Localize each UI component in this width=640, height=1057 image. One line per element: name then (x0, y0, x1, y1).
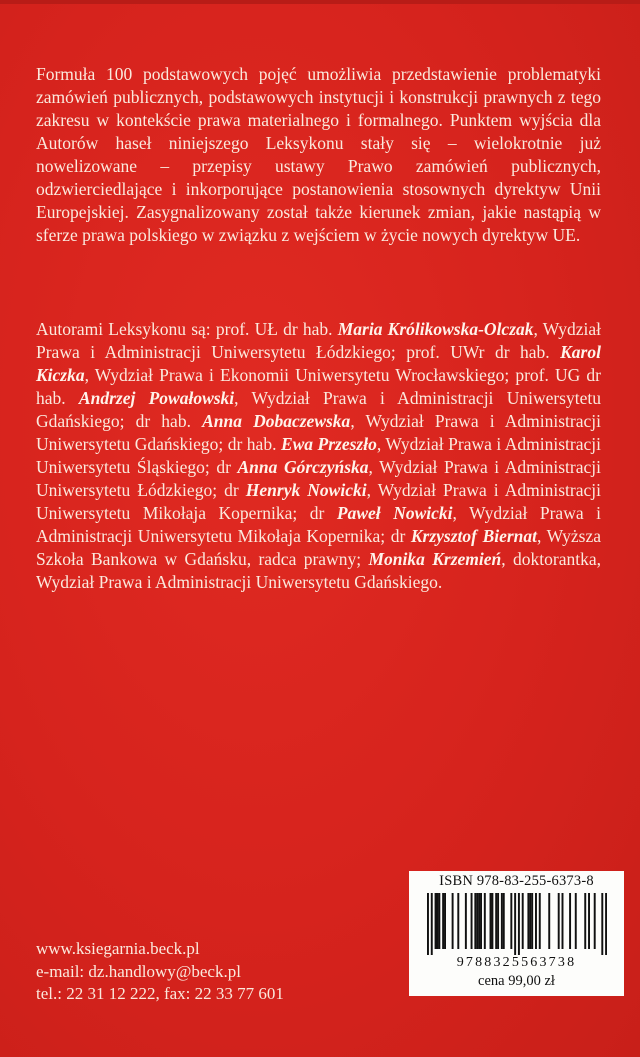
author-name: Karol Kiczka (36, 342, 601, 385)
barcode-bar (605, 893, 607, 955)
barcode-bar (535, 893, 537, 949)
author-name: Paweł Nowicki (336, 503, 453, 523)
author-entry: dr Henryk Nowicki, Wydział Prawa i Administracji Uniwersytetu Mikołaja Kopernika; (36, 480, 602, 523)
isbn-label: ISBN 978-83-255-6373-8 (439, 873, 594, 889)
barcode-bar (490, 893, 492, 949)
description-paragraph: Formuła 100 podstawowych pojęć umożliwia przedstawienie problematyki zamówień publicznych, podstawowych instytucji i konstrukcji prawnych z tego zakresu w kontekście prawa materialnego i formalnego. Punktem wyjścia dla Autorów haseł niniejszego Leksykonu stały się – wielokrotnie już nowelizowane – przepisy ustawy Prawo zamówień publicznych, odzwierciedlające i inkorporujące postanowienia stosownych dyrektyw Unii Europejskiej. Zasygnalizowany został także kierunek zmian, jakie nastąpią w sferze prawa polskiego w związku z wejściem w życie nowych dyrektyw UE. (36, 64, 601, 245)
barcode-bar (531, 893, 533, 949)
barcode-bar (431, 893, 433, 955)
barcode-bar (491, 893, 493, 949)
author-name: Maria Królikowska-Olczak (337, 319, 534, 339)
barcode-bar (427, 893, 429, 955)
author-name: Ewa Przeszło (280, 434, 377, 454)
barcode-bar (510, 893, 512, 949)
email-link[interactable]: e-mail: dz.handlowy@beck.pl (36, 961, 241, 981)
barcode-bar (539, 893, 541, 949)
author-entry: dr Anna Górczyńska, Wydział Prawa i Administracji Uniwersytetu Łódzkiego; (36, 457, 601, 500)
barcode-bar (588, 893, 590, 949)
barcode-bar (471, 893, 473, 949)
barcode-bar (584, 893, 586, 949)
barcode-bar (442, 893, 444, 949)
barcode-bar (438, 893, 440, 949)
barcode-bar (601, 893, 603, 955)
phone-fax: tel.: 22 31 12 222, fax: 22 33 77 601 (36, 984, 284, 1003)
top-edge (0, 0, 640, 4)
barcode-bar (484, 893, 486, 949)
barcode-bar (474, 893, 476, 949)
author-entry: prof. UWr dr hab. Karol Kiczka, Wydział Prawa i Ekonomii Uniwersytetu Wrocławskiego; (36, 342, 601, 385)
author-name: Anna Dobaczewska (202, 411, 351, 431)
barcode-bar (452, 893, 454, 949)
author-entry: prof. UG dr hab. Andrzej Powałowski, Wydział Prawa i Administracji Uniwersytetu Gdańskiego; (36, 365, 601, 431)
price-label: cena 99,00 zł (478, 973, 555, 989)
barcode-bar (518, 893, 520, 955)
barcode-bar (514, 893, 516, 955)
isbn-barcode-box (409, 871, 624, 996)
barcode-bar (444, 893, 446, 949)
barcode-bar (476, 893, 478, 949)
barcode-bar (435, 893, 437, 949)
author-entry: dr hab. Anna Dobaczewska, Wydział Prawa i Administracji Uniwersytetu Gdańskiego; (36, 411, 601, 454)
barcode-bar (497, 893, 499, 949)
barcode-bar (527, 893, 529, 949)
barcode-bar (558, 893, 560, 949)
barcode-bar (503, 893, 505, 949)
barcode-bar (495, 893, 497, 949)
barcode-bar (465, 893, 467, 949)
author-name: Henryk Nowicki (245, 480, 367, 500)
barcode-bar (478, 893, 480, 949)
author-entry: dr Krzysztof Biernat, Wyższa Szkoła Bankowa w Gdańsku, radca prawny; (36, 526, 601, 569)
barcode-bar (594, 893, 596, 949)
barcode-image (427, 893, 607, 955)
author-entry: Monika Krzemień, doktorantka, Wydział Prawa i Administracji Uniwersytetu Gdańskiego. (36, 549, 601, 592)
authors-paragraph (36, 318, 601, 594)
barcode-bar (436, 893, 438, 949)
barcode-bar (548, 893, 550, 949)
barcode-bar (522, 893, 524, 949)
barcode-bar (457, 893, 459, 949)
author-entry: dr hab. Ewa Przeszło, Wydział Prawa i Administracji Uniwersytetu Śląskiego; (36, 434, 601, 477)
barcode-bar (501, 893, 503, 949)
author-name: Krzysztof Biernat (410, 526, 538, 546)
barcode-bar (529, 893, 531, 949)
author-name: Andrzej Powałowski (78, 388, 235, 408)
barcode-digits: 9788325563738 (456, 955, 577, 970)
author-entry: dr Paweł Nowicki, Wydział Prawa i Administracji Uniwersytetu Mikołaja Kopernika; (36, 503, 601, 546)
author-name: Monika Krzemień (368, 549, 502, 569)
website-link[interactable]: www.ksiegarnia.beck.pl (36, 939, 200, 958)
barcode-bar (480, 893, 482, 949)
barcode-bar (569, 893, 571, 949)
author-entry: Autorami Leksykonu są: prof. UŁ dr hab. Maria Królikowska-Olczak, Wydział Prawa i Administracji Uniwersytetu Łódzkiego; (36, 319, 601, 362)
publisher-contact (36, 938, 284, 1006)
barcode-bar (575, 893, 577, 949)
author-name: Anna Górczyńska (237, 457, 369, 477)
barcode-bar (562, 893, 564, 949)
